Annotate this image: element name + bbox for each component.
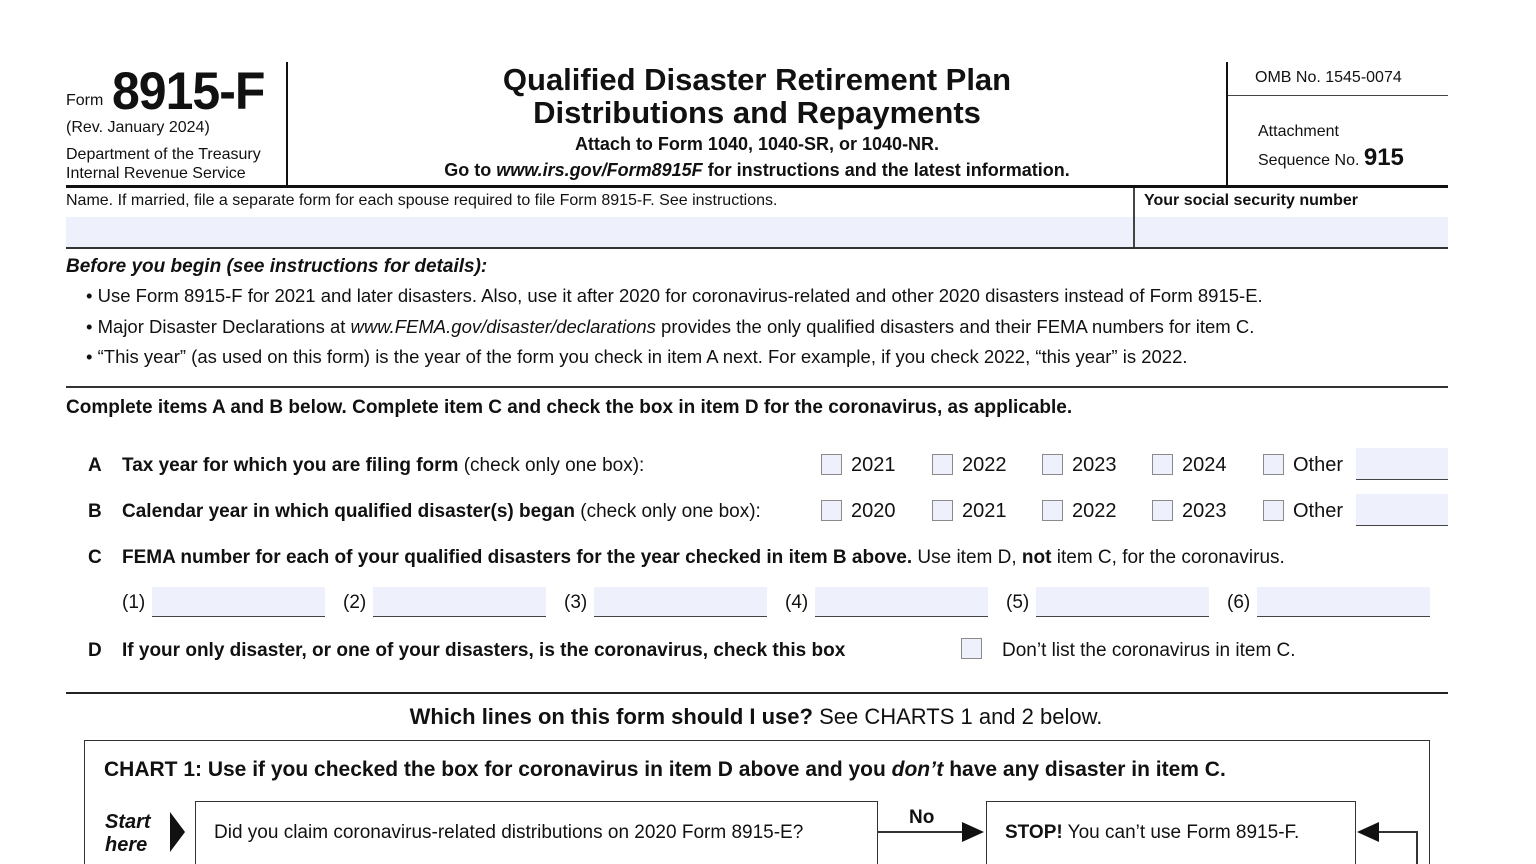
attachment-label: Attachment bbox=[1258, 123, 1339, 140]
fema-field-label-5: (5) bbox=[1006, 592, 1030, 613]
return-connector bbox=[1379, 831, 1417, 833]
fema-number-input-6[interactable] bbox=[1257, 587, 1430, 617]
fema-number-input-5[interactable] bbox=[1036, 587, 1209, 617]
chart-title-text: CHART 1: Use if you checked the box for coronavirus in item D above and you bbox=[104, 758, 892, 781]
sequence-label bbox=[1258, 144, 1404, 172]
sequence-text: Sequence No. bbox=[1258, 152, 1364, 169]
sequence-number: 915 bbox=[1363, 144, 1404, 171]
item-b-option-label: 2023 bbox=[1182, 500, 1227, 522]
coronavirus-checkbox[interactable] bbox=[961, 638, 982, 659]
form-title-block bbox=[288, 62, 1226, 186]
ssn-label: Your social security number bbox=[1144, 192, 1358, 209]
irs-url-link[interactable]: www.irs.gov/Form8915F bbox=[496, 160, 703, 180]
item-a-checkbox-2024[interactable] bbox=[1152, 454, 1173, 475]
name-label: Name. If married, file a separate form for each spouse required to file Form 8915-F. See instructions. bbox=[66, 192, 778, 209]
bullet-form-usage: • Use Form 8915-F for 2021 and later disasters. Also, use it after 2020 for coronavirus-related and other 2020 disasters instead of Form 8915-E. bbox=[86, 285, 1263, 306]
fema-field-label-6: (6) bbox=[1227, 592, 1251, 613]
item-c-bold: FEMA number for each of your qualified disasters for the year checked in item B above. bbox=[122, 547, 913, 568]
revision-date: (Rev. January 2024) bbox=[66, 119, 210, 136]
goto-prefix: Go to bbox=[444, 160, 497, 180]
return-connector-vertical bbox=[1416, 831, 1418, 864]
fema-field-label-2: (2) bbox=[343, 592, 367, 613]
item-d-label: If your only disaster, or one of your disasters, is the coronavirus, check this box bbox=[122, 640, 846, 661]
item-a-letter: A bbox=[88, 455, 102, 476]
item-b-option-label: 2021 bbox=[962, 500, 1007, 522]
bullet-this-year: • “This year” (as used on this form) is the year of the form you check in item A next. For example, if you check 2022, “this year” is 2022. bbox=[86, 346, 1188, 367]
item-b-other-input[interactable] bbox=[1356, 494, 1448, 526]
item-a-checkbox-2023[interactable] bbox=[1042, 454, 1063, 475]
item-b-checkbox-2023[interactable] bbox=[1152, 500, 1173, 521]
item-b-option-label: 2022 bbox=[1072, 500, 1117, 522]
item-c-not: not bbox=[1021, 547, 1052, 568]
item-a-option-label: 2022 bbox=[962, 454, 1007, 476]
item-c-note: item C, for the coronavirus. bbox=[1051, 547, 1285, 568]
which-lines-heading bbox=[0, 704, 1512, 730]
chart-title-text: have any disaster in item C. bbox=[943, 758, 1226, 781]
goto-suffix: for instructions and the latest information. bbox=[702, 160, 1070, 180]
stop-label: STOP! bbox=[1005, 822, 1063, 843]
department-name: Department of the Treasury bbox=[66, 146, 261, 163]
which-lines-note: See CHARTS 1 and 2 below. bbox=[812, 704, 1103, 729]
chart-1-title bbox=[104, 758, 1226, 782]
item-b-checkbox-2021[interactable] bbox=[932, 500, 953, 521]
item-c-note: Use item D, bbox=[912, 547, 1022, 568]
start-arrow-icon bbox=[170, 812, 185, 852]
section-divider bbox=[66, 692, 1448, 694]
name-row-divider bbox=[66, 247, 1448, 249]
bullet-text: • Major Disaster Declarations at bbox=[86, 316, 351, 337]
arrow-right-icon bbox=[962, 822, 984, 842]
fema-number-input-3[interactable] bbox=[594, 587, 767, 617]
start-here-label bbox=[105, 811, 151, 857]
fema-number-input-4[interactable] bbox=[815, 587, 988, 617]
stop-text: You can’t use Form 8915-F. bbox=[1062, 822, 1300, 843]
item-c-letter: C bbox=[88, 547, 102, 568]
item-a-checkbox-other[interactable] bbox=[1263, 454, 1284, 475]
complete-items-instruction: Complete items A and B below. Complete item C and check the box in item D for the coronavirus, as applicable. bbox=[66, 397, 1073, 418]
item-a-checkbox-2021[interactable] bbox=[821, 454, 842, 475]
item-b-note: (check only one box): bbox=[574, 501, 761, 522]
here-text: here bbox=[105, 834, 148, 856]
form-title-line1: Qualified Disaster Retirement Plan bbox=[502, 62, 1012, 97]
arrow-left-icon bbox=[1357, 822, 1379, 842]
agency-name: Internal Revenue Service bbox=[66, 165, 246, 182]
item-c-label bbox=[122, 547, 1285, 569]
start-text: Start bbox=[105, 811, 151, 833]
omb-number: OMB No. 1545-0074 bbox=[1228, 62, 1448, 96]
no-branch-connector bbox=[878, 831, 965, 833]
fema-url-link[interactable]: www.FEMA.gov/disaster/declarations bbox=[350, 316, 656, 337]
section-divider bbox=[66, 386, 1448, 388]
item-b-option-label: 2020 bbox=[851, 500, 896, 522]
item-b-letter: B bbox=[88, 501, 102, 522]
form-number: 8915-F bbox=[112, 61, 265, 121]
item-b-checkbox-2020[interactable] bbox=[821, 500, 842, 521]
fema-field-label-4: (4) bbox=[785, 592, 809, 613]
question-box-8915e: Did you claim coronavirus-related distributions on 2020 Form 8915-E? bbox=[195, 801, 878, 864]
item-a-label bbox=[122, 455, 644, 477]
name-input[interactable] bbox=[66, 217, 1133, 247]
which-lines-question: Which lines on this form should I use? bbox=[409, 704, 813, 729]
ssn-input[interactable] bbox=[1135, 217, 1448, 247]
form-identifier-block bbox=[66, 62, 288, 186]
item-b-checkbox-other[interactable] bbox=[1263, 500, 1284, 521]
item-a-checkbox-2022[interactable] bbox=[932, 454, 953, 475]
item-a-option-label: Other bbox=[1293, 454, 1344, 476]
bullet-text: provides the only qualified disasters and their FEMA numbers for item C. bbox=[655, 316, 1255, 337]
omb-block bbox=[1226, 62, 1448, 186]
item-a-note: (check only one box): bbox=[458, 455, 645, 476]
chart-title-emphasis: don’t bbox=[891, 758, 944, 781]
bullet-fema-declarations bbox=[86, 316, 1254, 338]
fema-number-input-1[interactable] bbox=[152, 587, 325, 617]
item-b-bold: Calendar year in which qualified disaster(s) began bbox=[122, 501, 575, 522]
item-a-option-label: 2024 bbox=[1182, 454, 1227, 476]
item-d-note: Don’t list the coronavirus in item C. bbox=[1002, 640, 1296, 661]
item-a-option-label: 2023 bbox=[1072, 454, 1117, 476]
item-a-other-input[interactable] bbox=[1356, 448, 1448, 480]
instructions-link-line bbox=[288, 160, 1226, 181]
chart-1-flowchart bbox=[84, 740, 1430, 864]
before-you-begin-heading: Before you begin (see instructions for details): bbox=[66, 256, 488, 277]
form-word: Form bbox=[66, 92, 104, 109]
item-b-label bbox=[122, 501, 761, 523]
item-d-letter: D bbox=[88, 640, 102, 661]
fema-field-label-1: (1) bbox=[122, 592, 146, 613]
form-title-line2: Distributions and Repayments bbox=[533, 95, 981, 130]
item-b-option-label: Other bbox=[1293, 500, 1344, 522]
fema-field-label-3: (3) bbox=[564, 592, 588, 613]
fema-number-input-2[interactable] bbox=[373, 587, 546, 617]
item-b-checkbox-2022[interactable] bbox=[1042, 500, 1063, 521]
header-divider bbox=[66, 185, 1448, 188]
item-a-option-label: 2021 bbox=[851, 454, 896, 476]
stop-box bbox=[986, 801, 1356, 864]
attach-note: Attach to Form 1040, 1040-SR, or 1040-NR. bbox=[574, 134, 940, 154]
item-a-bold: Tax year for which you are filing form bbox=[122, 455, 459, 476]
no-branch-label: No bbox=[909, 807, 935, 828]
